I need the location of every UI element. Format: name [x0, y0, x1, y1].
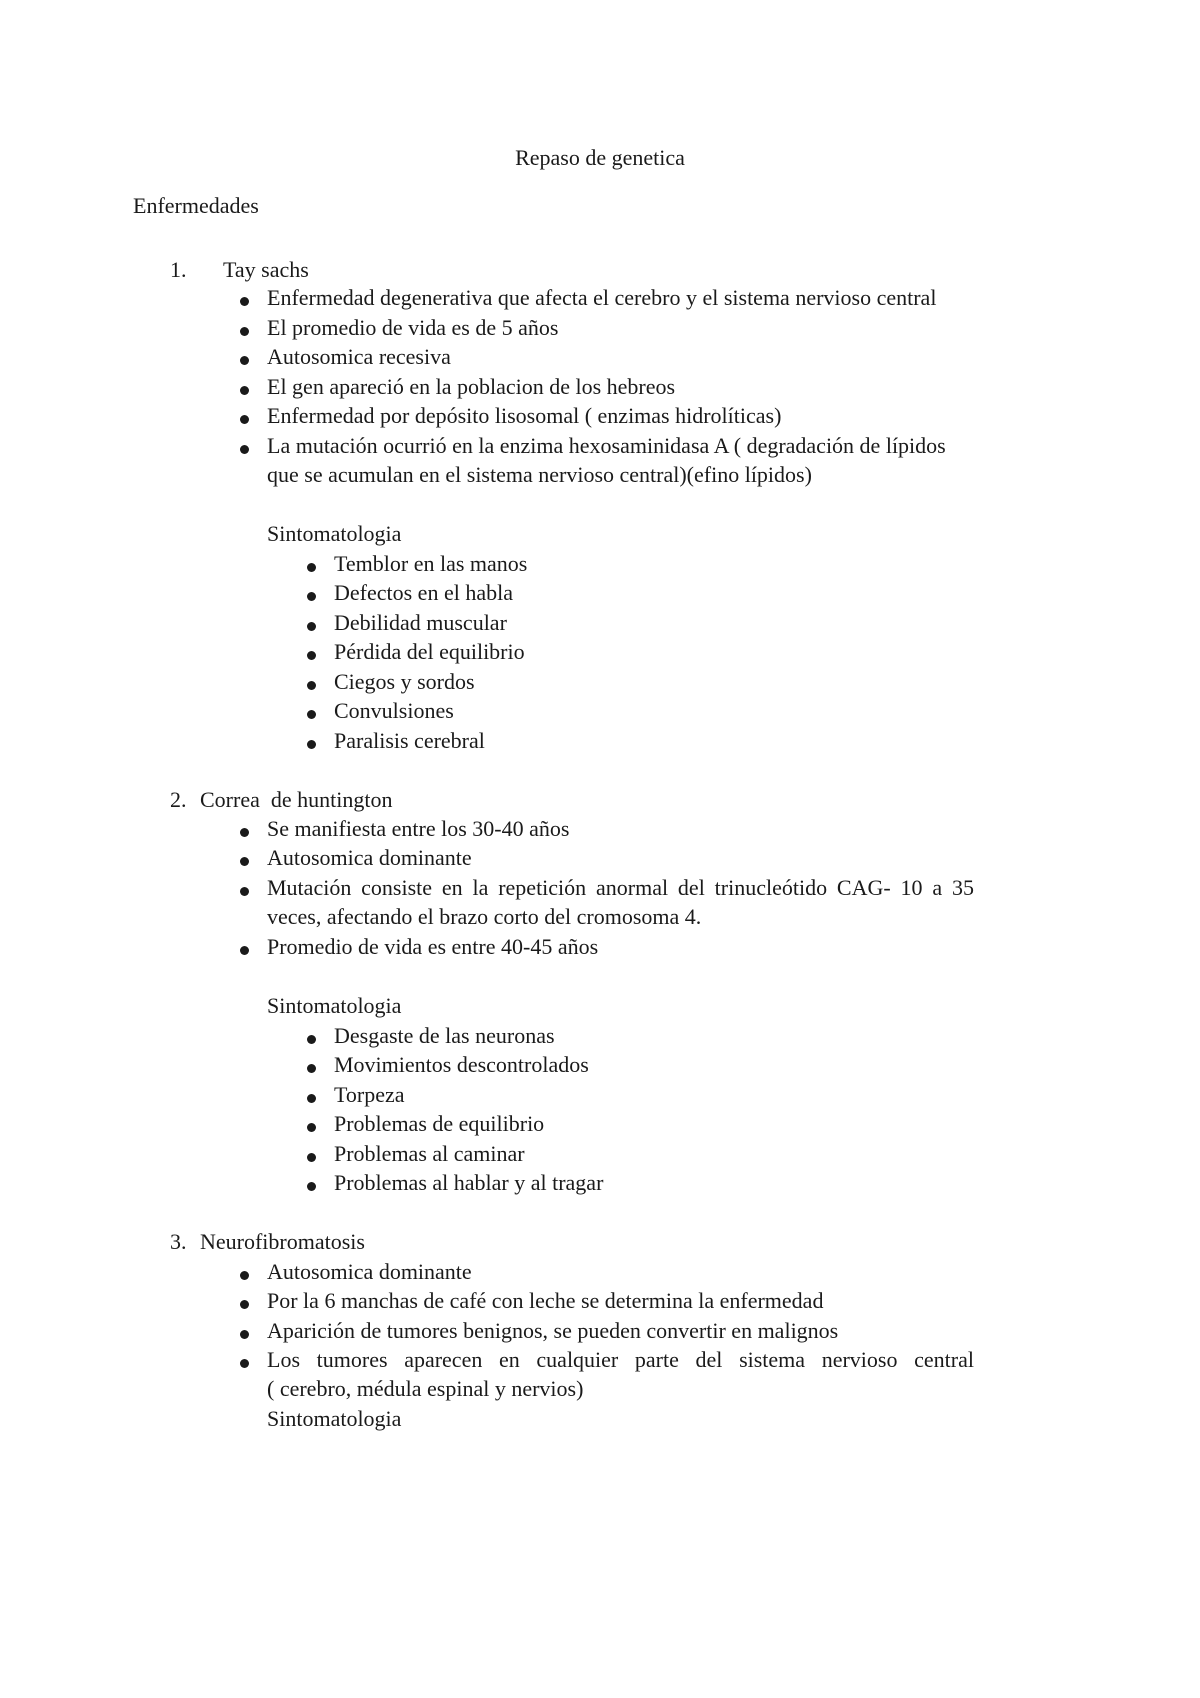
symptom-item: Torpeza: [334, 1082, 405, 1107]
bullet-icon: [240, 356, 249, 365]
bullet-icon: [240, 857, 249, 866]
disease-name: Tay sachs: [223, 257, 309, 282]
disease-point: Autosomica dominante: [267, 845, 472, 870]
disease-point: Enfermedad por depósito lisosomal ( enzimas hidrolíticas): [267, 403, 782, 428]
bullet-icon: [240, 1359, 249, 1368]
symptoms-label: Sintomatologia: [267, 521, 402, 546]
bullet-icon: [307, 1064, 316, 1073]
disease-point: Mutación consiste en la repetición anormal del trinucleótido CAG- 10 a 35: [267, 875, 974, 900]
disease-name: Correa de huntington: [200, 787, 393, 812]
symptom-item: Temblor en las manos: [334, 551, 528, 576]
symptom-item: Defectos en el habla: [334, 580, 513, 605]
disease-point-continuation: que se acumulan en el sistema nervioso central)(efino lípidos): [267, 462, 812, 487]
symptoms-label: Sintomatologia: [267, 993, 402, 1018]
disease-point: La mutación ocurrió en la enzima hexosaminidasa A ( degradación de lípidos: [267, 433, 946, 458]
symptoms-label: Sintomatologia: [267, 1406, 402, 1431]
symptom-item: Paralisis cerebral: [334, 728, 485, 753]
symptom-item: Desgaste de las neuronas: [334, 1023, 555, 1048]
bullet-icon: [307, 710, 316, 719]
bullet-icon: [240, 386, 249, 395]
bullet-icon: [307, 1035, 316, 1044]
bullet-icon: [240, 1300, 249, 1309]
symptom-item: Problemas al hablar y al tragar: [334, 1170, 604, 1195]
disease-point: El gen apareció en la poblacion de los hebreos: [267, 374, 676, 399]
disease-point: Se manifiesta entre los 30-40 años: [267, 816, 570, 841]
bullet-icon: [240, 327, 249, 336]
bullet-icon: [240, 297, 249, 306]
bullet-icon: [240, 887, 249, 896]
section-heading: Enfermedades: [133, 193, 259, 218]
symptom-item: Pérdida del equilibrio: [334, 639, 525, 664]
bullet-icon: [240, 946, 249, 955]
bullet-icon: [240, 828, 249, 837]
disease-point: Enfermedad degenerativa que afecta el cerebro y el sistema nervioso central: [267, 285, 937, 310]
disease-number: 3.: [170, 1229, 187, 1254]
symptom-item: Problemas de equilibrio: [334, 1111, 545, 1136]
document-title: Repaso de genetica: [515, 145, 685, 170]
disease-point: El promedio de vida es de 5 años: [267, 315, 559, 340]
bullet-icon: [307, 622, 316, 631]
bullet-icon: [240, 1271, 249, 1280]
disease-number: 1.: [170, 257, 187, 282]
symptom-item: Movimientos descontrolados: [334, 1052, 589, 1077]
disease-point: Promedio de vida es entre 40-45 años: [267, 934, 599, 959]
disease-point: Los tumores aparecen en cualquier parte del sistema nervioso central: [267, 1347, 974, 1372]
disease-number: 2.: [170, 787, 187, 812]
disease-point: Autosomica recesiva: [267, 344, 451, 369]
disease-point: Autosomica dominante: [267, 1259, 472, 1284]
bullet-icon: [307, 651, 316, 660]
bullet-icon: [240, 1330, 249, 1339]
disease-point: Aparición de tumores benignos, se pueden convertir en malignos: [267, 1318, 839, 1343]
bullet-icon: [240, 415, 249, 424]
symptom-item: Convulsiones: [334, 698, 454, 723]
symptom-item: Debilidad muscular: [334, 610, 507, 635]
disease-point-continuation: veces, afectando el brazo corto del cromosoma 4.: [267, 904, 702, 929]
bullet-icon: [307, 1123, 316, 1132]
disease-point-continuation: ( cerebro, médula espinal y nervios): [267, 1376, 584, 1401]
bullet-icon: [240, 445, 249, 454]
bullet-icon: [307, 563, 316, 572]
bullet-icon: [307, 681, 316, 690]
disease-name: Neurofibromatosis: [200, 1229, 365, 1254]
bullet-icon: [307, 1182, 316, 1191]
disease-point: Por la 6 manchas de café con leche se determina la enfermedad: [267, 1288, 824, 1313]
bullet-icon: [307, 592, 316, 601]
symptom-item: Ciegos y sordos: [334, 669, 475, 694]
bullet-icon: [307, 740, 316, 749]
bullet-icon: [307, 1094, 316, 1103]
symptom-item: Problemas al caminar: [334, 1141, 525, 1166]
bullet-icon: [307, 1153, 316, 1162]
